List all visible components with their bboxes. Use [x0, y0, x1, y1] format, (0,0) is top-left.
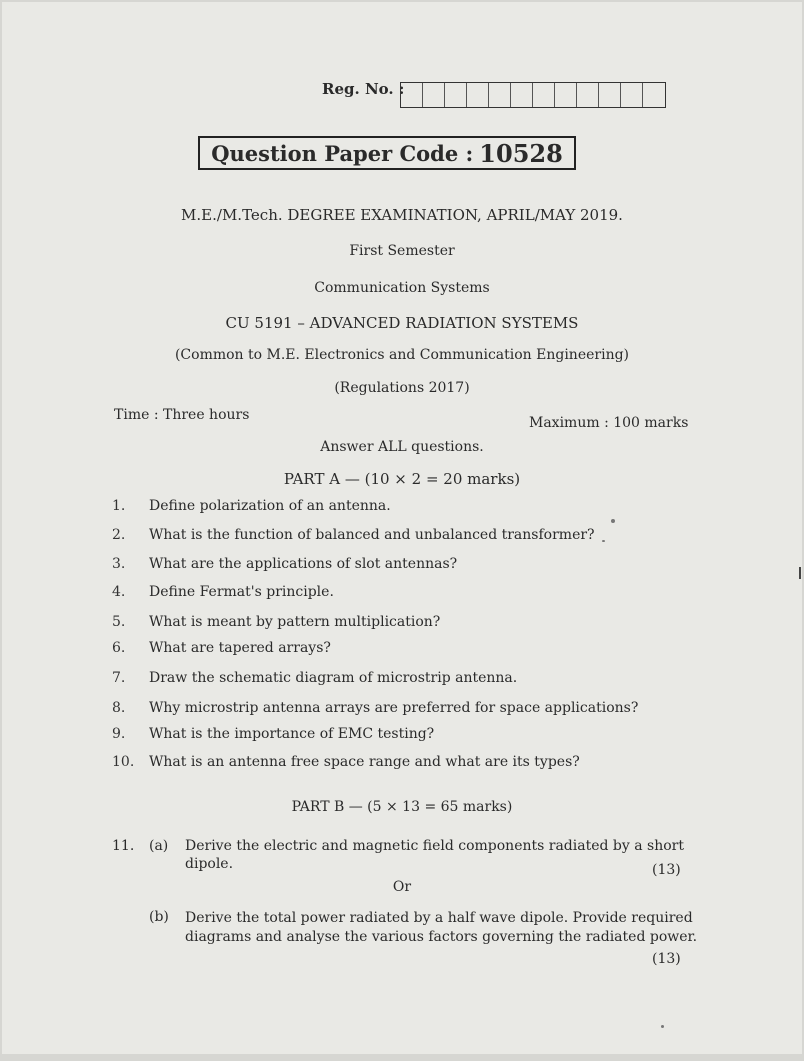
time-allowed: Time : Three hours — [114, 407, 250, 423]
question-text: Derive the total power radiated by a half wave dipole. Provide required — [185, 910, 693, 926]
question-text: diagrams and analyse the various factors governing the radiated power. — [185, 929, 698, 945]
question-number: 6. — [112, 640, 126, 656]
question-text: What is an antenna free space range and what are its types? — [149, 754, 580, 770]
question-text: What are tapered arrays? — [149, 640, 331, 656]
question-paper-code-box — [198, 136, 576, 170]
question-text: What is the function of balanced and unbalanced transformer? — [149, 527, 595, 543]
question-text: dipole. — [185, 856, 234, 872]
question-number: 11. — [112, 838, 135, 854]
sub-question-label: (b) — [149, 909, 169, 925]
question-text: Draw the schematic diagram of microstrip antenna. — [149, 670, 518, 686]
reg-no-boxes — [400, 82, 666, 108]
part-a-title: PART A — (10 × 2 = 20 marks) — [283, 470, 521, 488]
question-text: Define polarization of an antenna. — [149, 498, 391, 514]
reg-no-label: Reg. No. : — [322, 80, 405, 98]
common-to: (Common to M.E. Electronics and Communication Engineering) — [174, 347, 630, 363]
part-b-title: PART B — (5 × 13 = 65 marks) — [291, 799, 513, 815]
reg-no-digit-box — [445, 83, 467, 107]
question-marks: (13) — [652, 951, 681, 967]
reg-no-digit-box — [401, 83, 423, 107]
reg-no-digit-box — [555, 83, 577, 107]
question-number: 7. — [112, 670, 126, 686]
scan-speck — [602, 540, 605, 542]
reg-no-digit-box — [511, 83, 533, 107]
question-text: What are the applications of slot antennas? — [149, 556, 458, 572]
or-separator: Or — [392, 879, 412, 895]
instruction: Answer ALL questions. — [320, 439, 484, 455]
sub-question-label: (a) — [149, 838, 169, 854]
question-marks: (13) — [652, 862, 681, 878]
reg-no-digit-box — [467, 83, 489, 107]
question-number: 10. — [112, 754, 135, 770]
reg-no-digit-box — [489, 83, 511, 107]
maximum-marks: Maximum : 100 marks — [529, 415, 689, 431]
question-number: 5. — [112, 614, 126, 630]
reg-no-digit-box — [533, 83, 555, 107]
question-text: Define Fermat's principle. — [149, 584, 334, 600]
scan-speck — [611, 519, 615, 523]
reg-no-digit-box — [621, 83, 643, 107]
reg-no-digit-box — [643, 83, 665, 107]
scan-speck — [661, 1025, 664, 1028]
question-text: What is meant by pattern multiplication? — [149, 614, 441, 630]
question-number: 2. — [112, 527, 126, 543]
branch: Communication Systems — [314, 280, 490, 296]
question-number: 9. — [112, 726, 126, 742]
question-number: 3. — [112, 556, 126, 572]
reg-no-digit-box — [577, 83, 599, 107]
question-number: 8. — [112, 700, 126, 716]
question-text: Derive the electric and magnetic field components radiated by a short — [185, 838, 684, 854]
scan-edge-mark — [799, 567, 801, 579]
question-number: 4. — [112, 584, 126, 600]
question-text: Why microstrip antenna arrays are preferred for space applications? — [149, 700, 639, 716]
exam-paper — [2, 2, 802, 1054]
semester: First Semester — [349, 243, 455, 259]
question-paper-code-label: Question Paper Code : — [211, 140, 474, 166]
reg-no-digit-box — [599, 83, 621, 107]
question-number: 1. — [112, 498, 126, 514]
regulations: (Regulations 2017) — [334, 380, 470, 396]
exam-title: M.E./M.Tech. DEGREE EXAMINATION, APRIL/MAY 2019. — [181, 206, 623, 224]
question-paper-code-number: 10528 — [479, 138, 563, 168]
question-text: What is the importance of EMC testing? — [149, 726, 435, 742]
subject-title: CU 5191 – ADVANCED RADIATION SYSTEMS — [225, 314, 579, 332]
reg-no-digit-box — [423, 83, 445, 107]
